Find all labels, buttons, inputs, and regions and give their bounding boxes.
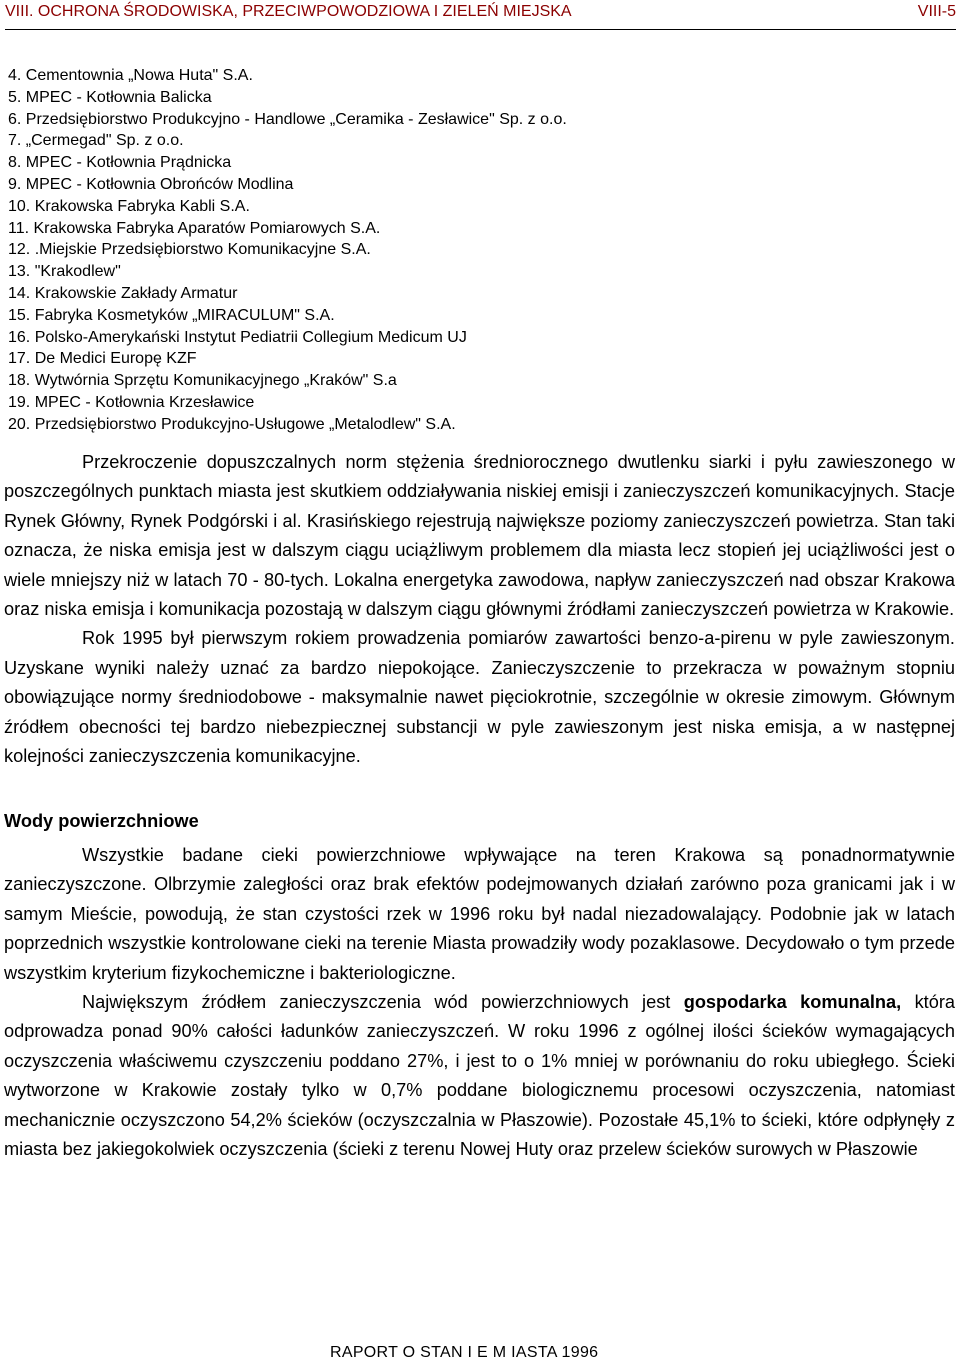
list-item: 12. .Miejskie Przedsiębiorstwo Komunikacyjne S.A. bbox=[8, 241, 371, 259]
list-item: 9. MPEC - Kotłownia Obrońców Modlina bbox=[8, 175, 294, 193]
list-item: 20. Przedsiębiorstwo Produkcyjno-Usługowe „Metalodlew" S.A. bbox=[8, 415, 456, 433]
list-item: 5. MPEC - Kotłownia Balicka bbox=[8, 88, 212, 106]
page-header bbox=[5, 3, 956, 30]
list-item: 16. Polsko-Amerykański Instytut Pediatrii Collegium Medicum UJ bbox=[8, 328, 467, 346]
page-footer: RAPORT O STAN I E M IASTA 1996 bbox=[330, 1344, 599, 1361]
list-item: 14. Krakowskie Zakłady Armatur bbox=[8, 284, 238, 302]
paragraph-benzopyrene: Rok 1995 był pierwszym rokiem prowadzenia pomiarów zawartości benzo-a-pirenu w pyle zawieszonym. Uzyskane wyniki należy uznać za bardzo niepokojące. Zanieczyszczenie to przekracza w poważnym stopniu obowiązujące normy średniodobowe - maksymalnie nawet pięciokrotnie, szczególnie w okresie zimowym. Głównym źródłem obecności tej bardzo niebezpiecznej substancji w pyle zawieszonym jest niska emisja, a w następnej kolejności zanieczyszczenia komunikacyjne. bbox=[4, 628, 955, 767]
page-number: VIII-5 bbox=[917, 3, 956, 20]
list-item: 4. Cementownia „Nowa Huta" S.A. bbox=[8, 67, 253, 84]
paragraph-text: Największym źródłem zanieczyszczenia wód powierzchniowych jest bbox=[82, 991, 684, 1012]
list-item: 17. De Medici Europę KZF bbox=[8, 350, 197, 368]
emitters-list bbox=[8, 65, 567, 436]
paragraph-surface-water: Wszystkie badane cieki powierzchniowe wpływające na teren Krakowa są ponadnormatywnie zanieczyszczone. Olbrzymie zaległości oraz brak efektów podejmowanych działań zarówno poza granicami jak i w samym Mieście, powodują, że stan czystości rzek w 1996 roku był nadal niezadowalający. Podobnie jak w latach poprzednich wszystkie kontrolowane cieki na terenie Miasta prowadziły wody pozaklasowe. Decydowało o tym przede wszystkim kryterium fizykochemiczne i bakteriologiczne. bbox=[4, 844, 955, 983]
list-item: 10. Krakowska Fabryka Kabli S.A. bbox=[8, 197, 250, 215]
paragraph-text: która odprowadza ponad 90% całości ładunków zanieczyszczeń. W roku 1996 z ogólnej ilości ścieków wymagających oczyszczenia właściwemu czyszczeniu poddano 27%, i jest to o 1% mniej w porównaniu do roku ubiegłego. Ścieki wytworzone w Krakowie zostały tylko w 0,7% poddane biologicznemu procesowi oczyszczenia, natomiast mechanicznie oczyszczono 54,2% ścieków (oczyszczalnia w Płaszowie). Pozostałe 45,1% to ścieki, które odpłynęły z miasta bez jakiegokolwiek oczyszczenia (ścieki z terenu Nowej Huty oraz przelew ścieków surowych w Płaszowie bbox=[4, 991, 956, 1159]
list-item: 6. Przedsiębiorstwo Produkcyjno - Handlowe „Ceramika - Zesławice" Sp. z o.o. bbox=[8, 110, 567, 128]
paragraph-municipal-sewage bbox=[4, 988, 955, 1164]
list-item: 13. "Krakodlew" bbox=[8, 263, 121, 281]
section-title: VIII. OCHRONA ŚRODOWISKA, PRZECIWPOWODZIOWA I ZIELEŃ MIEJSKA bbox=[5, 3, 572, 20]
list-item: 11. Krakowska Fabryka Aparatów Pomiarowych S.A. bbox=[8, 219, 381, 237]
list-item: 18. Wytwórnia Sprzętu Komunikacyjnego „Kraków" S.a bbox=[8, 372, 397, 390]
list-item: 8. MPEC - Kotłownia Prądnicka bbox=[8, 154, 232, 172]
section-heading-surface-water: Wody powierzchniowe bbox=[4, 811, 199, 832]
list-item: 19. MPEC - Kotłownia Krzesławice bbox=[8, 393, 255, 411]
paragraph-air-pollution: Przekroczenie dopuszczalnych norm stężenia średniorocznego dwutlenku siarki i pyłu zawieszonego w poszczególnych punktach miasta jest skutkiem oddziaływania niskiej emisji i zanieczyszczeń komunikacyjnych. Stacje Rynek Główny, Rynek Podgórski i al. Krasińskiego rejestrują największe poziomy zanieczyszczeń powietrza. Stan taki oznacza, że niska emisja jest w dalszym ciągu uciążliwym problemem dla miasta lecz stopień jej uciążliwości jest o wiele mniejszy niż w latach 70 - 80-tych. Lokalna energetyka zawodowa, napływ zanieczyszczeń nad obszar Krakowa oraz niska emisja i komunikacja pozostają w dalszym ciągu głównymi źródłami zanieczyszczeń powietrza w Krakowie. bbox=[4, 452, 955, 620]
list-item: 15. Fabryka Kosmetyków „MIRACULUM" S.A. bbox=[8, 306, 335, 324]
main-text bbox=[4, 448, 955, 1164]
emphasis-text: gospodarka komunalna, bbox=[683, 991, 902, 1012]
list-item: 7. „Cermegad" Sp. z o.o. bbox=[8, 132, 184, 150]
